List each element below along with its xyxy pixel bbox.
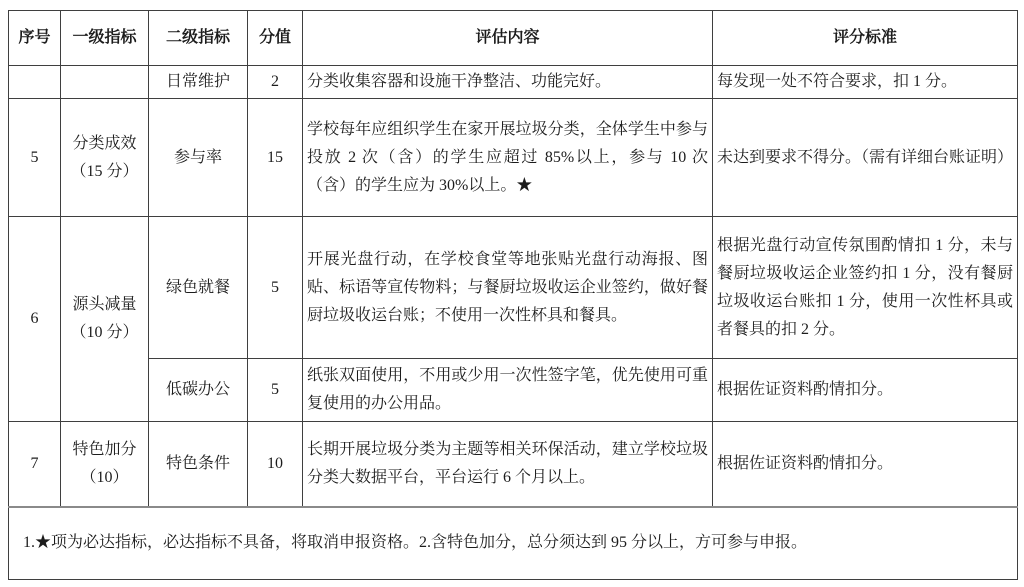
header-no: 序号 <box>9 11 61 66</box>
header-criteria: 评分标准 <box>713 11 1018 66</box>
cell-level2: 低碳办公 <box>149 359 248 422</box>
cell-score: 5 <box>248 359 303 422</box>
cell-score: 15 <box>248 99 303 217</box>
cell-level1: 特色加分（10） <box>61 422 149 507</box>
footnote-row <box>9 507 1018 580</box>
cell-level2: 绿色就餐 <box>149 217 248 359</box>
cell-score: 5 <box>248 217 303 359</box>
cell-level2: 日常维护 <box>149 66 248 99</box>
table-row-daily-maintenance <box>9 66 1018 99</box>
cell-level2: 特色条件 <box>149 422 248 507</box>
header-level1: 一级指标 <box>61 11 149 66</box>
cell-level1 <box>61 66 149 99</box>
cell-score: 2 <box>248 66 303 99</box>
cell-criteria: 根据光盘行动宣传氛围酌情扣 1 分，未与餐厨垃圾收运企业签约扣 1 分，没有餐厨垃圾收运台账扣 1 分，使用一次性杯具或者餐具的扣 2 分。 <box>713 217 1018 359</box>
header-score: 分值 <box>248 11 303 66</box>
cell-content: 开展光盘行动，在学校食堂等地张贴光盘行动海报、图贴、标语等宣传物料；与餐厨垃圾收运企业签约，做好餐厨垃圾收运台账；不使用一次性杯具和餐具。 <box>303 217 713 359</box>
cell-level1: 源头减量 （10 分） <box>61 217 149 422</box>
cell-content: 分类收集容器和设施干净整洁、功能完好。 <box>303 66 713 99</box>
header-content: 评估内容 <box>303 11 713 66</box>
cell-no <box>9 66 61 99</box>
table-row-low-carbon-office <box>9 359 1018 422</box>
cell-no: 5 <box>9 99 61 217</box>
table-row-featured-bonus <box>9 422 1018 507</box>
table-row-green-dining <box>9 217 1018 359</box>
cell-level1: 分类成效（15 分） <box>61 99 149 217</box>
table-row-participation-rate <box>9 99 1018 217</box>
footnote-text: 1.★项为必达指标，必达指标不具备，将取消申报资格。2.含特色加分，总分须达到 95 分以上，方可参与申报。 <box>9 507 1018 580</box>
cell-content: 学校每年应组织学生在家开展垃圾分类，全体学生中参与投放 2 次（含）的学生应超过 85%以上，参与 10 次（含）的学生应为 30%以上。★ <box>303 99 713 217</box>
cell-criteria: 根据佐证资料酌情扣分。 <box>713 359 1018 422</box>
cell-criteria: 未达到要求不得分。（需有详细台账证明） <box>713 99 1018 217</box>
evaluation-table <box>8 10 1018 580</box>
cell-no: 6 <box>9 217 61 422</box>
header-level2: 二级指标 <box>149 11 248 66</box>
cell-level2: 参与率 <box>149 99 248 217</box>
cell-criteria: 每发现一处不符合要求，扣 1 分。 <box>713 66 1018 99</box>
cell-no: 7 <box>9 422 61 507</box>
cell-criteria: 根据佐证资料酌情扣分。 <box>713 422 1018 507</box>
cell-content: 纸张双面使用，不用或少用一次性签字笔，优先使用可重复使用的办公用品。 <box>303 359 713 422</box>
cell-score: 10 <box>248 422 303 507</box>
cell-content: 长期开展垃圾分类为主题等相关环保活动，建立学校垃圾分类大数据平台，平台运行 6 个月以上。 <box>303 422 713 507</box>
header-row <box>9 11 1018 66</box>
